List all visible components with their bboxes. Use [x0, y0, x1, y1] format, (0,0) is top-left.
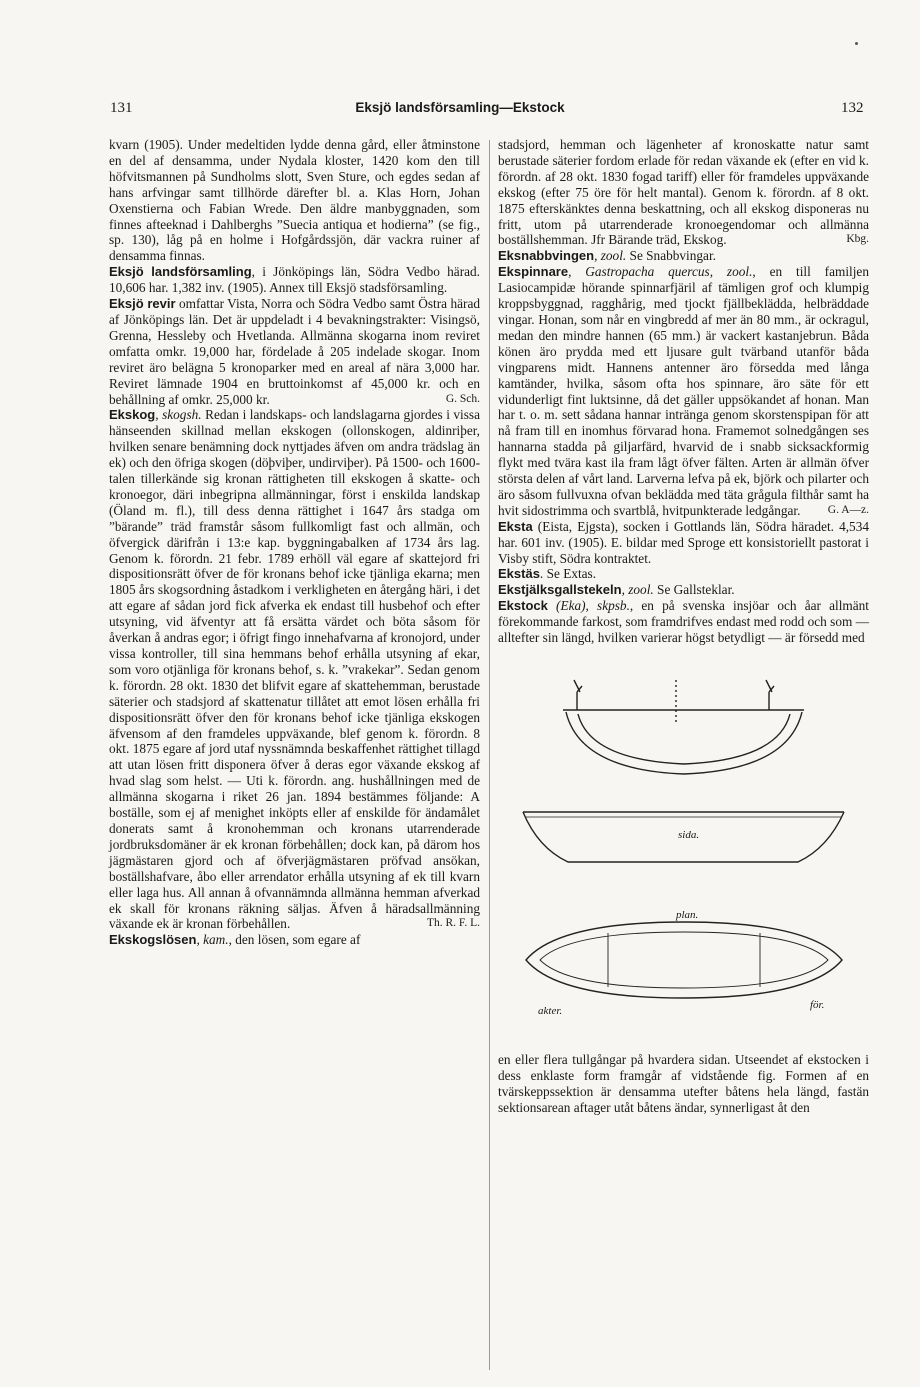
entry-headword: Ekstjälksgallstekeln [498, 582, 622, 598]
entry-text: , i Jönköpings län, Södra Vedbo härad. 10,606 har. 1,382 inv. (1905). Annex till Eksjö stadsförsamling. [109, 264, 480, 296]
entry-qualifier: , zool. [621, 582, 654, 598]
entry-headword: Ekstock [498, 598, 548, 614]
entry-ekspinnare [498, 264, 869, 519]
left-oarlock [574, 680, 582, 710]
entry-ekskog [109, 407, 480, 932]
entry-text: kvarn (1905). Under medeltiden lydde denna gård, eller åtminstone en del af densamma, under Nydala kloster, 1420 kom den till höfvitsmannen på Sundholms slott, Sven Sture, och egdes sedan af hans arfvingar samt tillhörde därefter bl. a. Klas Horn, Johan Oxenstierna och Fabian Wrede. Den äldre manbyggnaden, som finnes afteeknad i Dahlberghs ”Suecia antiqua et hodierna” (se fig., sp. 130), låg på en holme i Hofgårdssjön, där vackra ruiner af densamma finnas. [109, 137, 480, 264]
ekstock-figure [498, 652, 869, 1042]
entry-ekskogslosen-cont [498, 137, 869, 248]
entry-text: Se Snabbvingar. [626, 248, 716, 264]
entry-text: . Se Extas. [539, 566, 597, 582]
entry-headword: Ekskogslösen [109, 932, 197, 948]
entry-qualifier: , zool. [594, 248, 627, 264]
plan-outline [526, 922, 842, 998]
entry-headword: Eksnabbvingen [498, 248, 595, 264]
entry-ekstock-cont [498, 1052, 869, 1116]
cross-section-inner [578, 714, 790, 764]
entry-headword: Eksta [498, 518, 533, 534]
entry-continuation [109, 137, 480, 264]
entry-ekskogslosen [109, 932, 480, 948]
entry-text: Redan i landskaps- och landslagarna gjordes i vissa hänseenden skillnad mellan ekskogen (ollonskogen, aldinriþer, hvilken senare benämning dock nyttjades äfven om andra trädslag än ek) och den öfriga skogen (döþviþer, undirviþer). På 1500- och 1600-talen tillerkände sig kronan rättigheten till ekskogen å skatte- och kronoegor, däri inbegripna allmänningar, först i enskilda landskap (Öland m. fl.), till dess denna rättighet i 1647 års stadga om ”bärande” träd framstår såsom fullkomligt fast och allmän, och öfvergick därifrån i 13:e kap. byggningabalken af 1734 års lag. Genom k. förordn. 21 febr. 1789 erhöll väl egare af skattejord fri dispositionsrätt öfver de för kronans behof icke tjänliga ekarna; men 1805 års skogsordning åstadkom i verkligheten en återgång häri, i det att egare af sådan jord fick afverka ek endast till husbehof och efter utsyning, vid äfventyr att få ersätta värdet och böta såsom för åverkan å andras egor; i öfrigt fingo innehafvarna af kronojord, under vissa kontroller, till sina hemmans behof erhålla utsyning af ekar, som voro otjänliga för kronans behof, s. k. ”vrakekar”. Sedan genom k. förordn. 28 okt. 1830 det blifvit egare af skattehemman, berustade säterier och stadsjord af skattenatur tillåtet att emot lösen erhålla fri dispositionsrätt öfver den för kronans behof icke tjänliga ekskogen äfvensom af den framdeles uppväxande, blef genom k. förordn. 8 okt. 1875 egare af jord utaf nyssnämnda beskaffenhet rättighet tillagd att utan lösen fritt disponera öfver å deras egor växande ekskog af hvad slag som helst. — Uti k. förordn. ang. hushållningen med de allmänna skogarna i riket 26 jan. 1894 bestämmes följande: A boställe, som ej af menighet inköpts eller af enskilde för ändamålet donerats samt å kronohemman och kronans utarrenderade jordbruksdomäner är ek kronan förbehållen; dock kan, på därom hos jägmästaren gjord och af öfverjägmästaren pröfvad ansökan, boställshafvare, åbo eller arrendator erhålla utsyning af ek till kvarn eller laga hus. All annan å ofvannämnda allmänna hemman afverkad ek skall för kronans räkning säljas. Äfven å häradsallmänning växande ek är kronan förbehållen. [109, 407, 481, 932]
entry-text: omfattar Vista, Norra och Södra Vedbo samt Östra härad af Jönköpings län. Det är uppdeladt i 4 bevakningstrakter: Visingsö, Grenna, Hessleby och Hvetlanda. Allmänna skogarna inom reviret omfatta omkr. 19,000 har, fördelade å 205 indelade skogar. Inom reviret äro belägna 5 kronoparker med en areal af nära 3,000 har. Reviret lämnade 1904 en bruttoinkomst af 45,000 kr. och en behållning af omkr. 25,000 kr. [109, 296, 480, 407]
entry-eksnabbvingen [498, 248, 869, 264]
entry-headword: Ekskog [109, 407, 156, 423]
scan-speck [855, 42, 858, 45]
entry-qualifier: , skogsh. [155, 407, 202, 423]
entry-qualifier: , Gastropacha quercus, zool. [568, 264, 753, 280]
entry-headword: Eksjö revir [109, 296, 176, 312]
entry-eksjo-revir [109, 296, 480, 407]
entry-ekstock [498, 598, 869, 646]
left-column [109, 137, 480, 948]
entry-text: Se Gallsteklar. [653, 582, 735, 598]
right-oarlock [766, 680, 774, 710]
entry-headword: Ekspinnare [498, 264, 569, 280]
plan-inner [540, 932, 828, 988]
running-title: Eksjö landsförsamling—Ekstock [355, 100, 565, 115]
label-stern: akter. [538, 1005, 563, 1017]
plan-thwarts [608, 933, 760, 987]
label-plan: plan. [676, 909, 699, 921]
entry-text: en eller flera tullgångar på hvardera sidan. Utseendet af ekstocken i dess enklaste form framgår af vidstående fig. Formen af en tvärskeppssektion är densamma utefter båtens hela längd, fastän sektionsarean aftager utåt båtens ändar, synnerligast åt den [498, 1052, 869, 1115]
entry-headword: Eksjö landsförsamling [109, 264, 252, 280]
entry-qualifier: , kam. [196, 932, 229, 948]
entry-ekstas [498, 566, 869, 582]
entry-eksta [498, 519, 869, 567]
entry-ekstjalksgallstekeln [498, 582, 869, 598]
entry-text: , en till familjen Lasiocampidæ hörande spinnarfjäril af tämligen grof och klumpig kroppsbyggnad, ragghårig, med tjockt fjällbeklädda, helbräddade vingar. Honan, som når en vingbredd af mer än 80 mm., är ockragul, medan den mindre hannen (65 mm.) är vackert kastanjebrun. Båda könen äro prydda med ett ljusare gult tvärband utanför båda vingparens midt. Hannens antenner äro försedda med långa kamtänder, hvilka, såsom ofta hos spinnare, äro säte för ett vidunderligt fint luktsinne, då det gäller uppsökandet af honan. Man har t. o. m. sett sådana hannar intränga genom skorstenspipan för att nå fram till en inomhus förvarad hona. Framemot solnedgången ses hannarna stadda på giljarfärd, hvarvid de i snabb sicksackformig flykt med tvära kast ila fram lågt öfver fälten. Arten är allmän öfver största delen af vårt land. Larverna lefva på ek, björk och pilarter och äro såsom fullvuxna ofvan beklädda med täta grågula filthår samt ha hvit sidostrimma och svartblå, hvitpunkterade ledgångar. [498, 264, 869, 518]
author-signature: Th. R. F. L. [426, 917, 480, 930]
entry-qualifier: (Eka), skpsb. [547, 598, 630, 614]
entry-headword: Ekstäs [498, 566, 540, 582]
boat-drawing [498, 652, 869, 1042]
page-header [0, 100, 920, 124]
entry-text: , en på svenska insjöar och åar allmänt förekommande farkost, som framdrifves endast med rodd och som — alltefter sin längd, hvilken varierar högst betydligt — är försedd med [498, 598, 869, 646]
label-side: sida. [678, 829, 700, 841]
column-divider [489, 140, 490, 1370]
left-page-number: 131 [110, 100, 133, 116]
author-signature: Kbg. [846, 233, 869, 246]
label-bow: för. [810, 999, 825, 1011]
entry-text: stadsjord, hemman och lägenheter af kronoskatte natur samt berustade säterier fordom erlade för redan växande ek (efter en vid k. förordn. af 28 okt. 1830 fogad tariff) eller för framdeles uppväxande ekskog (efter 75 öre för helt mantal). Genom k. förordn. af 8 okt. 1875 efterskänktes denna beskattning, och all ekskog disponeras nu fritt, utom på utarrenderade kronoegendomar och allmänna boställshemman. Jfr Bärande träd, Ekskog. [498, 137, 869, 248]
entry-text: (Eista, Ejgsta), socken i Gottlands län, Södra häradet. 4,534 har. 601 inv. (1905). E. bildar med Sproge ett konsistoriellt pastorat i Visby stift, Södra kontraktet. [498, 518, 869, 566]
author-signature: G. A—z. [827, 503, 869, 516]
right-column [498, 137, 869, 1116]
right-page-number: 132 [841, 100, 864, 116]
author-signature: G. Sch. [445, 392, 480, 405]
entry-text: , den lösen, som egare af [228, 932, 361, 948]
entry-eksjo-landsforsamling [109, 264, 480, 296]
